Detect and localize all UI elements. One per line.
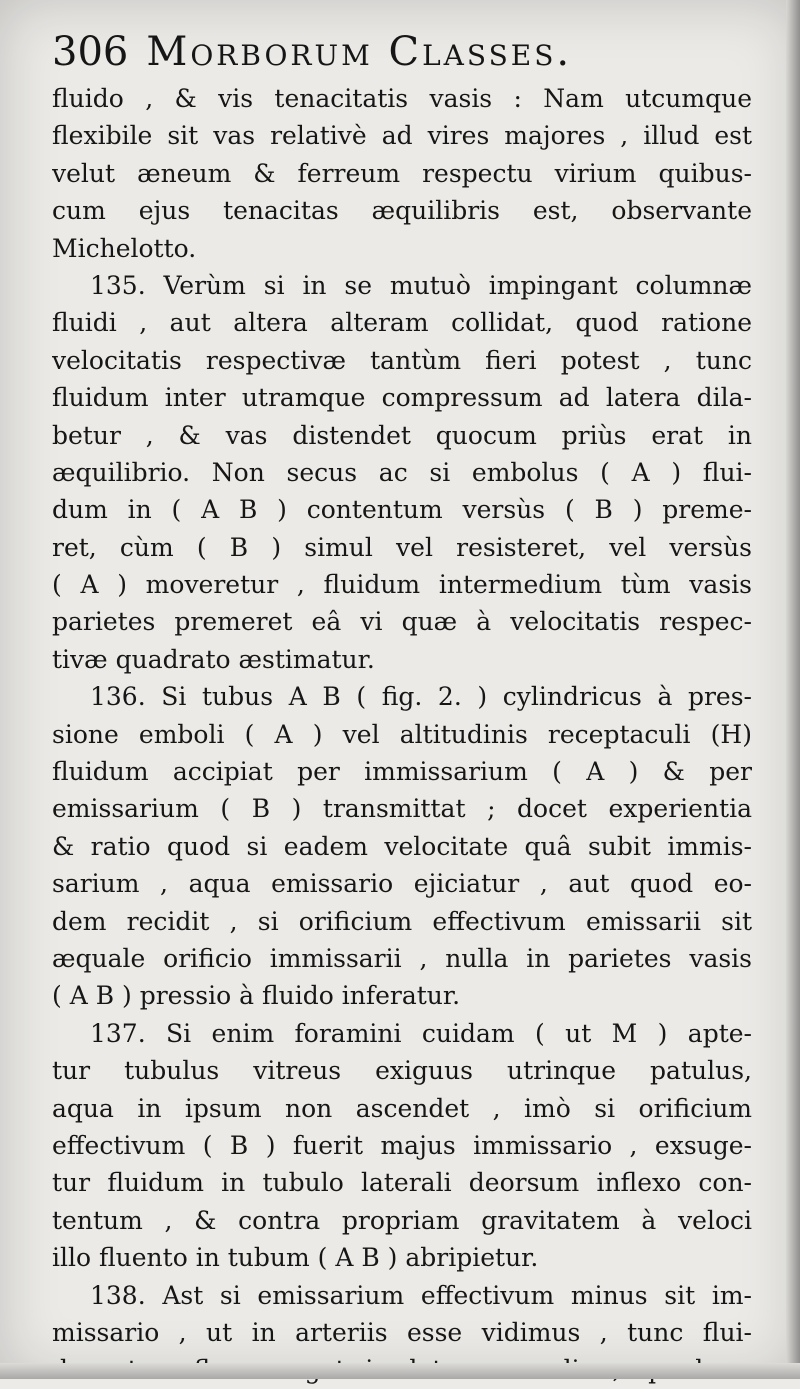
text-line: ret, cùm ( B ) simul vel resisteret, vel versùs [52, 532, 752, 562]
text-line: Michelotto. [52, 233, 197, 263]
text-line: effectivum ( B ) fuerit majus immissario , exsuge- [52, 1130, 752, 1160]
page-header [52, 26, 752, 78]
text-line: sione emboli ( A ) vel altitudinis receptaculi (H) [52, 719, 752, 749]
body-text [52, 80, 752, 1389]
text-line: æquilibrio. Non secus ac si embolus ( A ) flui- [52, 457, 752, 487]
text-line: emissarium ( B ) transmittat ; docet experientia [52, 794, 752, 824]
text-line: 138. Ast si emissarium effectivum minus sit im- [90, 1280, 752, 1310]
text-line: dum in ( A B ) contentum versùs ( B ) preme- [52, 495, 752, 525]
text-line: 135. Verùm si in se mutuò impingant columnæ [90, 270, 752, 300]
text-line: 137. Si enim foramini cuidam ( ut M ) apte- [90, 1018, 752, 1048]
text-line: parietes premeret eâ vi quæ à velocitatis respec- [52, 607, 752, 637]
text-line: missario , ut in arteriis esse vidimus , tunc flui- [52, 1317, 752, 1347]
text-line: fluido , & vis tenacitatis vasis : Nam utcumque [52, 84, 752, 113]
page-number: 306 [52, 29, 129, 75]
text-line: fluidi , aut altera alteram collidat, quod ratione [52, 308, 752, 338]
page-bottom-shadow [0, 1363, 800, 1379]
text-line: ( A ) moveretur , fluidum intermedium tùm vasis [52, 570, 752, 600]
page-edge-shadow [786, 0, 800, 1379]
text-line: fluidum accipiat per immissarium ( A ) & per [52, 757, 752, 787]
text-line: tivæ quadrato æstimatur. [52, 644, 375, 674]
text-line: 136. Si tubus A B ( fig. 2. ) cylindricus à pres- [90, 682, 752, 712]
text-line: aqua in ipsum non ascendet , imò si orificium [52, 1093, 752, 1123]
text-line: & ratio quod si eadem velocitate quâ subit immis- [52, 831, 752, 861]
text-line: tur tubulus vitreus exiguus utrinque patulus, [52, 1056, 752, 1086]
text-line: flexibile sit vas relativè ad vires majores , illud est [52, 121, 752, 151]
text-line: tentum , & contra propriam gravitatem à veloci [52, 1205, 752, 1235]
text-line: æquale orificio immissarii , nulla in parietes vasis [52, 943, 752, 973]
running-title: Morborum Classes. [146, 29, 573, 75]
text-line: betur , & vas distendet quocum priùs erat in [52, 420, 752, 450]
text-line: velut æneum & ferreum respectu virium quibus- [52, 158, 752, 188]
text-line: tur fluidum in tubulo laterali deorsum inflexo con- [52, 1168, 752, 1198]
text-line: illo fluento in tubum ( A B ) abripietur. [52, 1243, 539, 1273]
text-line: velocitatis respectivæ tantùm fieri potest , tunc [52, 345, 752, 375]
text-line: fluidum inter utramque compressum ad latera dila- [52, 383, 752, 413]
text-line: dem recidit , si orificium effectivum emissarii sit [52, 906, 752, 936]
text-line: cum ejus tenacitas æquilibris est, observante [52, 196, 752, 226]
text-line: ( A B ) pressio à fluido inferatur. [52, 981, 461, 1011]
text-line: sarium , aqua emissario ejiciatur , aut quod eo- [52, 869, 752, 899]
